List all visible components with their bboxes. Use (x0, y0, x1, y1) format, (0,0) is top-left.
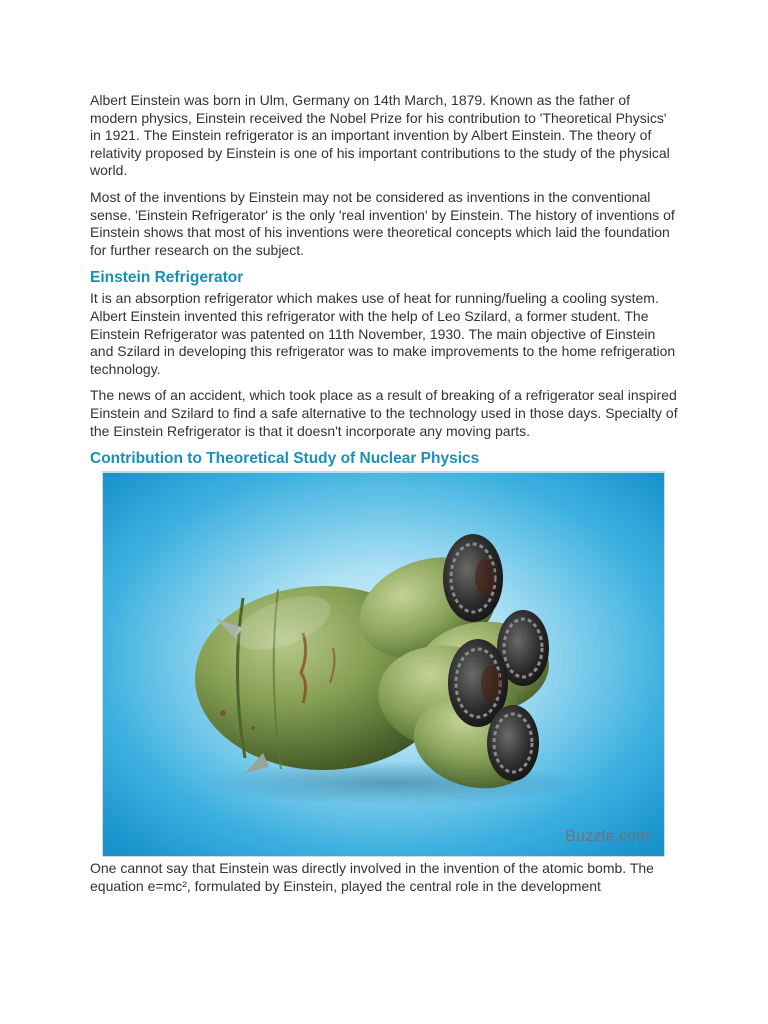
bomb-image (103, 473, 664, 857)
paragraph-accident: The news of an accident, which took place as a result of breaking of a refrigerator seal inspired Einstein and Szilard to find a safe alternative to the technology used in those days. Specialty of the Einstein Refrigerator is that it doesn't incorporate any moving parts. (90, 387, 678, 439)
article-content (90, 92, 680, 904)
paragraph-intro: Albert Einstein was born in Ulm, Germany on 14th March, 1879. Known as the father of modern physics, Einstein received the Nobel Prize for his contribution to 'Theoretical Physics' in 1921. The Einstein refrigerator is an important invention by Albert Einstein. The theory of relativity proposed by Einstein is one of his important contributions to the study of the physical world. (90, 92, 670, 179)
paragraph-refrigerator: It is an absorption refrigerator which makes use of heat for running/fueling a cooling system. Albert Einstein invented this refrigerator with the help of Leo Szilard, a former student. The Einstein Refrigerator was patented on 11th November, 1930. The main objective of Einstein and Szilard in developing this refrigerator was to make improvements to the home refrigeration technology. (90, 290, 676, 377)
bomb-illustration (102, 471, 665, 857)
paragraph-atomic-bomb: One cannot say that Einstein was directly involved in the invention of the atomic bomb. The equation e=mc², formulated by Einstein, played the central role in the development (90, 860, 654, 894)
paragraph-inventions: Most of the inventions by Einstein may not be considered as inventions in the conventional sense. 'Einstein Refrigerator' is the only 'real invention' by Einstein. The history of inventions of Einstein shows that most of his inventions were theoretical concepts which laid the foundation for further research on the subject. (90, 188, 675, 258)
heading-einstein-refrigerator: Einstein Refrigerator (90, 269, 244, 287)
heading-nuclear-physics: Contribution to Theoretical Study of Nuclear Physics (90, 450, 480, 468)
watermark-text: Buzzle.com (565, 828, 650, 846)
